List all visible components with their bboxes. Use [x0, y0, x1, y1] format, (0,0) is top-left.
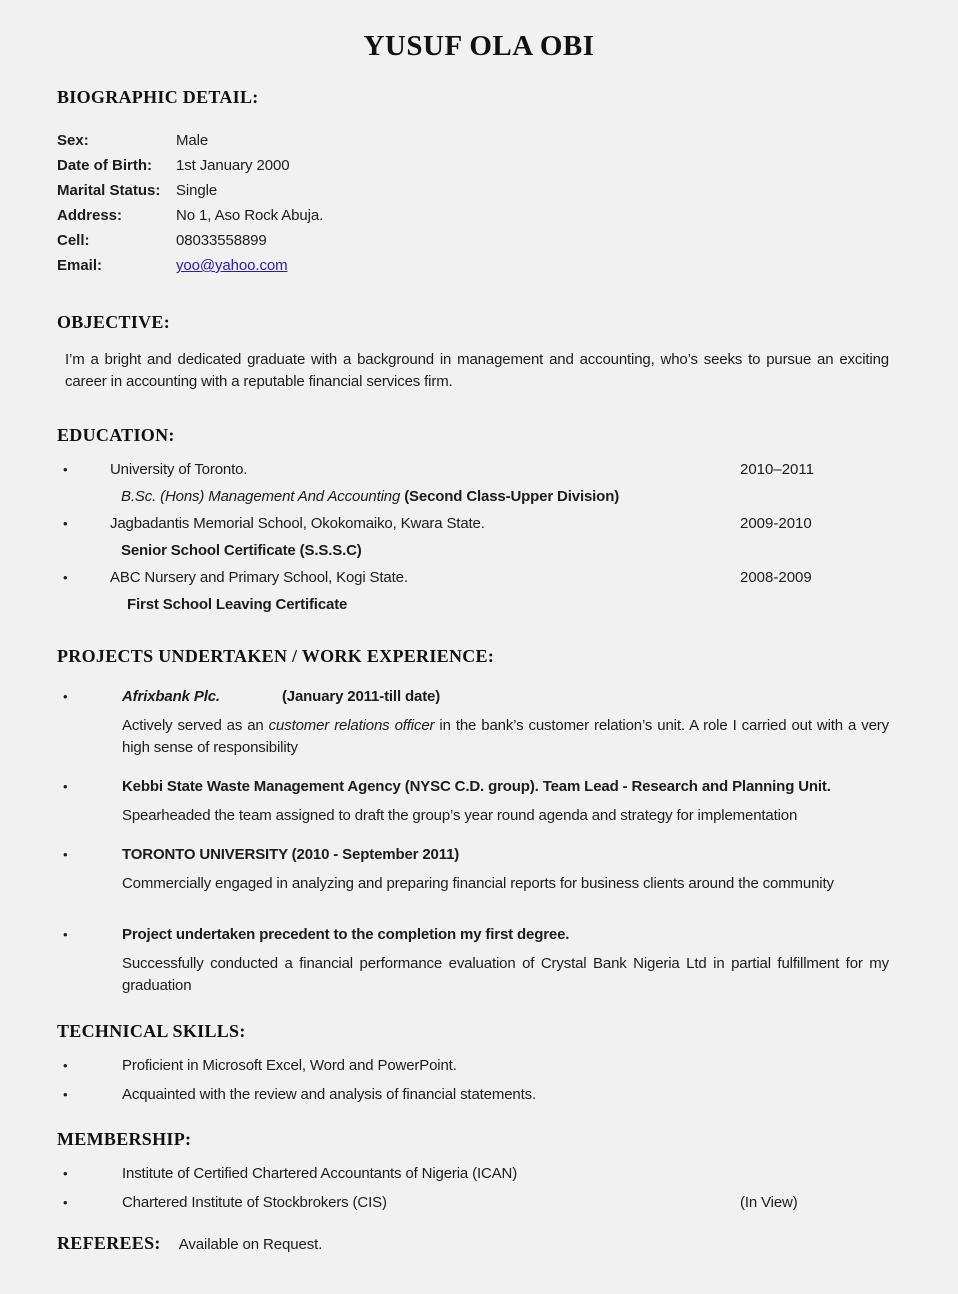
education-credential-class: Senior School Certificate (S.S.S.C) — [121, 542, 362, 559]
section-referees — [57, 1233, 901, 1254]
experience-title: Kebbi State Waste Management Agency (NYSC C.D. group). Team Lead - Research and Planning Unit. — [122, 778, 831, 795]
bio-row-sex — [57, 128, 901, 153]
experience-list — [57, 683, 901, 997]
bullet-icon: • — [63, 847, 68, 862]
education-school: Jagbadantis Memorial School, Okokomaiko, Kwara State. — [110, 515, 485, 532]
membership-item — [57, 1160, 901, 1188]
bio-label: Cell: — [57, 232, 90, 249]
education-credential — [57, 483, 901, 510]
education-credential — [57, 537, 901, 564]
bio-label: Sex: — [57, 132, 89, 149]
referees-heading: REFEREES: — [57, 1233, 161, 1253]
email-link[interactable]: yoo@yahoo.com — [176, 257, 288, 274]
experience-item — [57, 773, 901, 827]
bullet-icon: • — [63, 1195, 68, 1210]
biographic-heading: BIOGRAPHIC DETAIL: — [57, 87, 259, 107]
experience-description: Successfully conducted a financial performance evaluation of Crystal Bank Nigeria Ltd in partial fulfillment for my graduation — [122, 955, 889, 994]
experience-period: (January 2011-till date) — [281, 688, 441, 705]
experience-item — [57, 683, 901, 759]
education-dates: 2010–2011 — [740, 461, 814, 478]
experience-title-row — [57, 773, 901, 800]
bullet-icon: • — [63, 927, 68, 942]
bullet-icon: • — [63, 462, 68, 477]
education-item — [57, 456, 901, 510]
bullet-icon: • — [63, 1087, 68, 1102]
referees-row — [57, 1233, 901, 1254]
experience-title: Project undertaken precedent to the completion my first degree. — [122, 926, 570, 943]
education-school-row — [57, 510, 901, 537]
bio-row-cell — [57, 228, 901, 253]
education-dates: 2009-2010 — [740, 515, 812, 532]
skill-text: Proficient in Microsoft Excel, Word and PowerPoint. — [122, 1057, 457, 1074]
experience-description-text: in the bank’s customer relation’s unit. A role I carried out with a very high sense of responsibility — [122, 717, 889, 756]
membership-list — [57, 1160, 901, 1217]
experience-description-text: Actively served as an — [122, 717, 269, 734]
bio-row-email — [57, 253, 901, 278]
section-technical-skills — [57, 1021, 901, 1109]
bullet-icon: • — [63, 1166, 68, 1181]
section-membership — [57, 1129, 901, 1217]
education-school: ABC Nursery and Primary School, Kogi State. — [110, 569, 408, 586]
referees-text: Available on Request. — [178, 1236, 323, 1253]
technical-skills-heading: TECHNICAL SKILLS: — [57, 1021, 246, 1041]
education-credential-degree: B.Sc. (Hons) Management And Accounting — [121, 488, 401, 505]
skill-text: Acquainted with the review and analysis of financial statements. — [122, 1086, 536, 1103]
experience-title-row — [57, 683, 901, 710]
education-item — [57, 564, 901, 618]
skill-item — [57, 1052, 901, 1080]
bio-label: Email: — [57, 257, 103, 274]
page-title: YUSUF OLA OBI — [363, 30, 595, 62]
section-objective — [57, 312, 901, 393]
bio-label: Address: — [57, 207, 123, 224]
bullet-icon: • — [63, 516, 68, 531]
experience-item — [57, 921, 901, 997]
education-heading: EDUCATION: — [57, 425, 175, 445]
membership-text: Chartered Institute of Stockbrokers (CIS) — [122, 1194, 387, 1211]
section-education — [57, 425, 901, 618]
education-credential-class: First School Leaving Certificate — [127, 596, 348, 613]
objective-text: I’m a bright and dedicated graduate with a background in management and accounting, who’s seeks to pursue an exciting career in accounting with a reputable financial services firm. — [65, 351, 889, 390]
bio-row-dob — [57, 153, 901, 178]
technical-skills-list — [57, 1052, 901, 1109]
bio-value: 08033558899 — [176, 232, 267, 249]
experience-description: Spearheaded the team assigned to draft the group’s year round agenda and strategy for implementation — [122, 807, 798, 824]
education-item — [57, 510, 901, 564]
experience-item — [57, 841, 901, 895]
bullet-icon: • — [63, 689, 68, 704]
objective-heading: OBJECTIVE: — [57, 312, 171, 332]
experience-title — [122, 683, 440, 710]
experience-description — [122, 715, 889, 759]
membership-item — [57, 1189, 901, 1217]
experience-description: Commercially engaged in analyzing and preparing financial reports for business clients around the community — [122, 875, 834, 892]
biographic-table — [57, 128, 901, 278]
education-dates: 2008-2009 — [740, 569, 812, 586]
experience-title: TORONTO UNIVERSITY (2010 - September 2011) — [122, 846, 460, 863]
bullet-icon: • — [63, 570, 68, 585]
membership-heading: MEMBERSHIP: — [57, 1129, 192, 1149]
experience-heading: PROJECTS UNDERTAKEN / WORK EXPERIENCE: — [57, 646, 495, 666]
bio-label: Date of Birth: — [57, 157, 152, 174]
section-biographic — [57, 87, 901, 278]
bio-value: 1st January 2000 — [176, 157, 290, 174]
experience-role: customer relations officer — [268, 717, 435, 734]
experience-title-row — [57, 841, 901, 868]
bullet-icon: • — [63, 1058, 68, 1073]
section-experience — [57, 646, 901, 997]
membership-status-note: (In View) — [740, 1194, 798, 1211]
bio-value: Male — [176, 132, 209, 149]
membership-text: Institute of Certified Chartered Accountants of Nigeria (ICAN) — [122, 1165, 518, 1182]
education-credential-class: (Second Class-Upper Division) — [400, 488, 620, 505]
experience-title-row — [57, 921, 901, 948]
bullet-icon: • — [63, 779, 68, 794]
bio-value: No 1, Aso Rock Abuja. — [176, 207, 324, 224]
bio-label: Marital Status: — [57, 182, 161, 199]
education-credential — [57, 591, 901, 618]
bio-value: Single — [176, 182, 218, 199]
experience-company: Afrixbank Plc. — [122, 688, 220, 705]
bio-row-address — [57, 203, 901, 228]
education-school: University of Toronto. — [110, 461, 248, 478]
education-list — [57, 456, 901, 618]
education-school-row — [57, 564, 901, 591]
skill-item — [57, 1081, 901, 1109]
bio-row-marital-status — [57, 178, 901, 203]
education-school-row — [57, 456, 901, 483]
